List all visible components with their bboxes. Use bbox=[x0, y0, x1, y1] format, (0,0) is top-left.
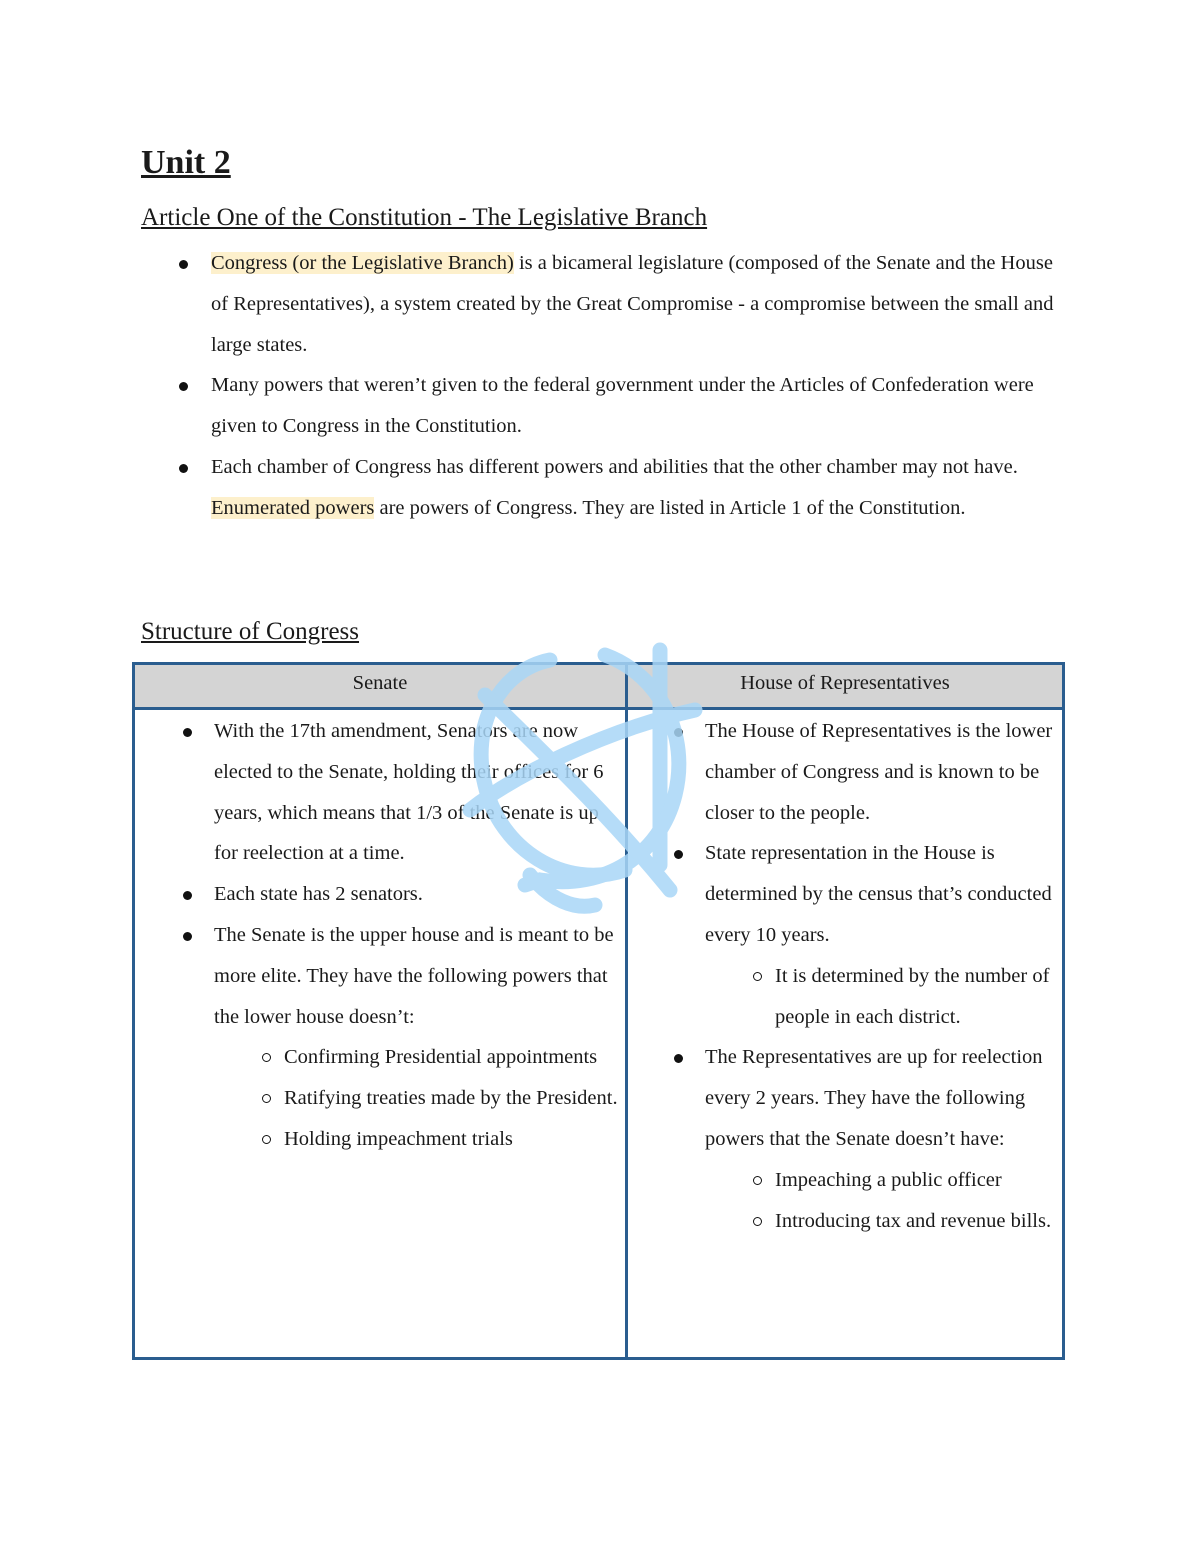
page-title: Unit 2 bbox=[141, 144, 231, 181]
list-item: With the 17th amendment, Senators are now elected to the Senate, holding their offices for 6 years, which means that 1/3 of the Senate is up for reelection at a time. bbox=[137, 711, 625, 874]
list-item: The House of Representatives is the lower chamber of Congress and is known to be closer to the people. bbox=[628, 711, 1058, 833]
article-heading: Article One of the Constitution - The Legislative Branch bbox=[141, 204, 708, 231]
sub-list-item: Introducing tax and revenue bills. bbox=[705, 1201, 1058, 1242]
list-item bbox=[137, 915, 625, 1160]
sub-list-item: Ratifying treaties made by the President. bbox=[214, 1078, 625, 1119]
highlighted-term: Enumerated powers bbox=[211, 496, 375, 519]
sub-list-item: It is determined by the number of people in each district. bbox=[705, 956, 1058, 1038]
sub-list-item: Confirming Presidential appointments bbox=[214, 1037, 625, 1078]
list-item bbox=[141, 243, 1061, 365]
senate-cell bbox=[137, 710, 625, 1160]
list-item bbox=[628, 833, 1058, 1037]
sub-list-item: Holding impeachment trials bbox=[214, 1119, 625, 1160]
senate-powers-list bbox=[214, 1037, 625, 1159]
list-item-text: Many powers that weren’t given to the federal government under the Articles of Confederation were given to Congress in the Constitution. bbox=[211, 374, 1034, 438]
census-sub-list bbox=[705, 956, 1058, 1038]
house-cell bbox=[628, 710, 1058, 1241]
list-item-text: is a bicameral legislature (composed of the Senate and the House of Representatives), a system created by the Great Compromise - a compromise between the small and large states. bbox=[211, 252, 1054, 356]
list-item bbox=[628, 1037, 1058, 1241]
structure-heading: Structure of Congress bbox=[141, 618, 360, 645]
table-header-house: House of Representatives bbox=[740, 672, 950, 694]
list-item-text: State representation in the House is determined by the census that’s conducted every 10 years. bbox=[705, 842, 1052, 946]
list-item-text: are powers of Congress. They are listed in Article 1 of the Constitution. bbox=[374, 496, 966, 519]
list-item-text: The Senate is the upper house and is meant to be more elite. They have the following powers that the lower house doesn’t: bbox=[214, 923, 614, 1028]
sub-list-item: Impeaching a public officer bbox=[705, 1160, 1058, 1201]
list-item bbox=[141, 447, 1061, 529]
intro-list bbox=[141, 243, 1061, 529]
table-header-row bbox=[135, 665, 1062, 710]
list-item-text: The Representatives are up for reelection every 2 years. They have the following powers that the Senate doesn’t have: bbox=[705, 1046, 1043, 1150]
list-item-text: Each chamber of Congress has different powers and abilities that the other chamber may not have. bbox=[211, 455, 1018, 478]
highlighted-term: Congress (or the Legislative Branch) bbox=[211, 252, 514, 274]
house-powers-list bbox=[705, 1160, 1058, 1242]
table-header-senate: Senate bbox=[352, 672, 408, 694]
congress-table bbox=[132, 662, 1065, 1360]
list-item bbox=[141, 365, 1061, 447]
list-item: Each state has 2 senators. bbox=[137, 874, 625, 915]
